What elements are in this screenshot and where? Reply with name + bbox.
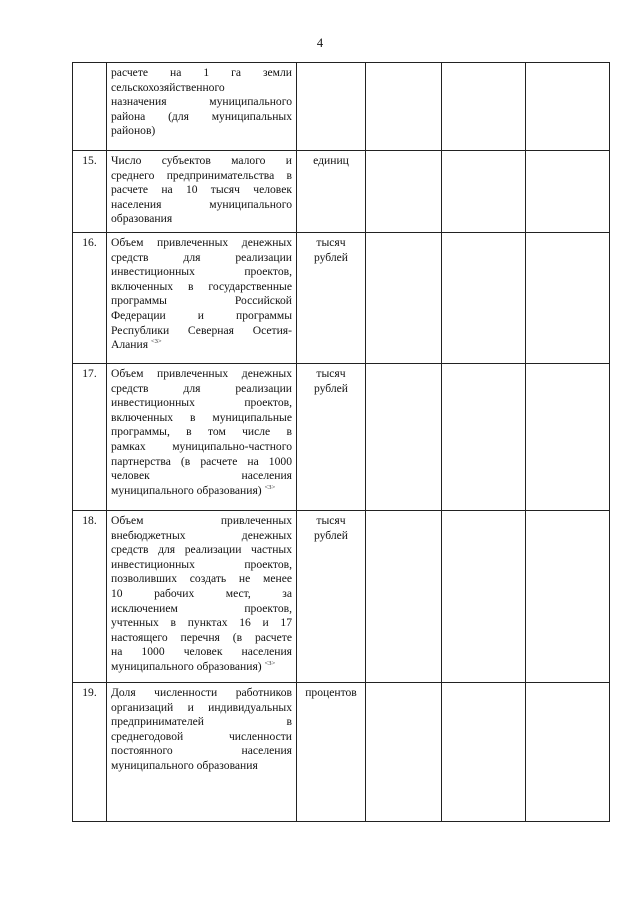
indicator-name-line: средств для реализации (111, 250, 292, 264)
indicator-name-line: населения муниципального (111, 197, 292, 211)
indicator-name-line: средств для реализации (111, 381, 292, 395)
unit-cell: тысяч рублей (297, 364, 366, 511)
indicator-name-text: муниципального образования) (111, 483, 262, 497)
indicator-name-line: программы, в том числе в (111, 425, 292, 439)
indicator-name-text: Алания (111, 338, 149, 352)
indicator-name-line: средств для реализации частных (111, 543, 292, 557)
indicator-name-line: Объем привлеченных (111, 514, 292, 527)
indicator-name-line (111, 338, 292, 353)
value-cell-1 (366, 151, 442, 233)
table-row (73, 233, 610, 364)
row-number-cell: 15. (73, 151, 107, 233)
table-row (73, 151, 610, 233)
value-cell-2 (442, 151, 526, 233)
value-cell-3 (526, 511, 610, 683)
indicator-name-line: Число субъектов малого и (111, 154, 292, 167)
value-cell-1 (366, 364, 442, 511)
table-row (73, 511, 610, 683)
table-row (73, 63, 610, 151)
indicator-name-cell (107, 151, 297, 233)
indicator-name-cell (107, 233, 297, 364)
indicator-name-line: Объем привлеченных денежных (111, 236, 292, 249)
table-row (73, 683, 610, 822)
indicator-name-line: предпринимателей в (111, 715, 292, 729)
unit-cell: процентов (297, 683, 366, 822)
indicator-name-line: на 1000 человек населения (111, 645, 292, 659)
indicator-name-line: района (для муниципальных (111, 109, 292, 123)
indicator-name-line (111, 484, 292, 499)
indicator-name-cell (107, 511, 297, 683)
indicator-name-line: организаций и индивидуальных (111, 700, 292, 714)
row-number-cell: 16. (73, 233, 107, 364)
indicator-name-text: муниципального образования) (111, 659, 262, 673)
value-cell-3 (526, 233, 610, 364)
value-cell-3 (526, 63, 610, 151)
indicator-name-line: позволивших создать не менее (111, 572, 292, 586)
indicator-name-line: включенных в муниципальные (111, 410, 292, 424)
table-row (73, 364, 610, 511)
value-cell-3 (526, 151, 610, 233)
indicator-name-line: Объем привлеченных денежных (111, 367, 292, 380)
indicator-name-line: инвестиционных проектов, (111, 265, 292, 279)
footnote-reference: <3> (264, 483, 276, 491)
indicator-name-line: включенных в государственные (111, 279, 292, 293)
value-cell-1 (366, 683, 442, 822)
footnote-reference: <3> (150, 338, 162, 346)
value-cell-1 (366, 63, 442, 151)
indicator-name-line: расчете на 10 тысяч человек (111, 183, 292, 197)
indicator-name-cell (107, 364, 297, 511)
indicator-name-line: сельскохозяйственного (111, 80, 225, 94)
indicator-name-line: муниципального образования (111, 758, 258, 772)
indicator-name-line: инвестиционных проектов, (111, 396, 292, 410)
unit-cell: тысяч рублей (297, 233, 366, 364)
indicator-name-line: назначения муниципального (111, 95, 292, 109)
indicators-table-body (73, 63, 610, 822)
indicator-name-cell (107, 63, 297, 151)
row-number-cell (73, 63, 107, 151)
indicator-name-line: среднегодовой численности (111, 729, 292, 743)
indicator-name-cell (107, 683, 297, 822)
indicator-name-line: внебюджетных денежных (111, 528, 292, 542)
footnote-reference: <3> (264, 659, 276, 667)
indicator-name-line: Доля численности работников (111, 686, 292, 699)
indicators-table (72, 62, 610, 822)
indicator-name-line: расчете на 1 га земли (111, 66, 292, 79)
indicator-name-line: среднего предпринимательства в (111, 168, 292, 182)
indicator-name-line: образования (111, 212, 173, 226)
value-cell-3 (526, 683, 610, 822)
row-number-cell: 19. (73, 683, 107, 822)
indicator-name-line: постоянного населения (111, 744, 292, 758)
value-cell-1 (366, 511, 442, 683)
indicator-name-line: учтенных в пунктах 16 и 17 (111, 616, 292, 630)
indicator-name-line (111, 660, 292, 675)
unit-cell: тысяч рублей (297, 511, 366, 683)
indicator-name-line: 10 рабочих мест, за (111, 586, 292, 600)
value-cell-3 (526, 364, 610, 511)
value-cell-2 (442, 364, 526, 511)
value-cell-1 (366, 233, 442, 364)
value-cell-2 (442, 233, 526, 364)
indicator-name-line: человек населения (111, 469, 292, 483)
indicator-name-line: инвестиционных проектов, (111, 557, 292, 571)
unit-cell: единиц (297, 151, 366, 233)
indicator-name-line: районов) (111, 124, 156, 138)
page-number: 4 (316, 36, 324, 50)
indicator-name-line: исключением проектов, (111, 601, 292, 615)
indicator-name-line: Федерации и программы (111, 308, 292, 322)
unit-cell (297, 63, 366, 151)
value-cell-2 (442, 511, 526, 683)
indicator-name-line: программы Российской (111, 294, 292, 308)
indicator-name-line: Республики Северная Осетия- (111, 323, 292, 337)
row-number-cell: 17. (73, 364, 107, 511)
value-cell-2 (442, 683, 526, 822)
row-number-cell: 18. (73, 511, 107, 683)
indicator-name-line: партнерства (в расчете на 1000 (111, 454, 292, 468)
value-cell-2 (442, 63, 526, 151)
indicator-name-line: рамках муниципально-частного (111, 439, 292, 453)
indicator-name-line: настоящего перечня (в расчете (111, 630, 292, 644)
